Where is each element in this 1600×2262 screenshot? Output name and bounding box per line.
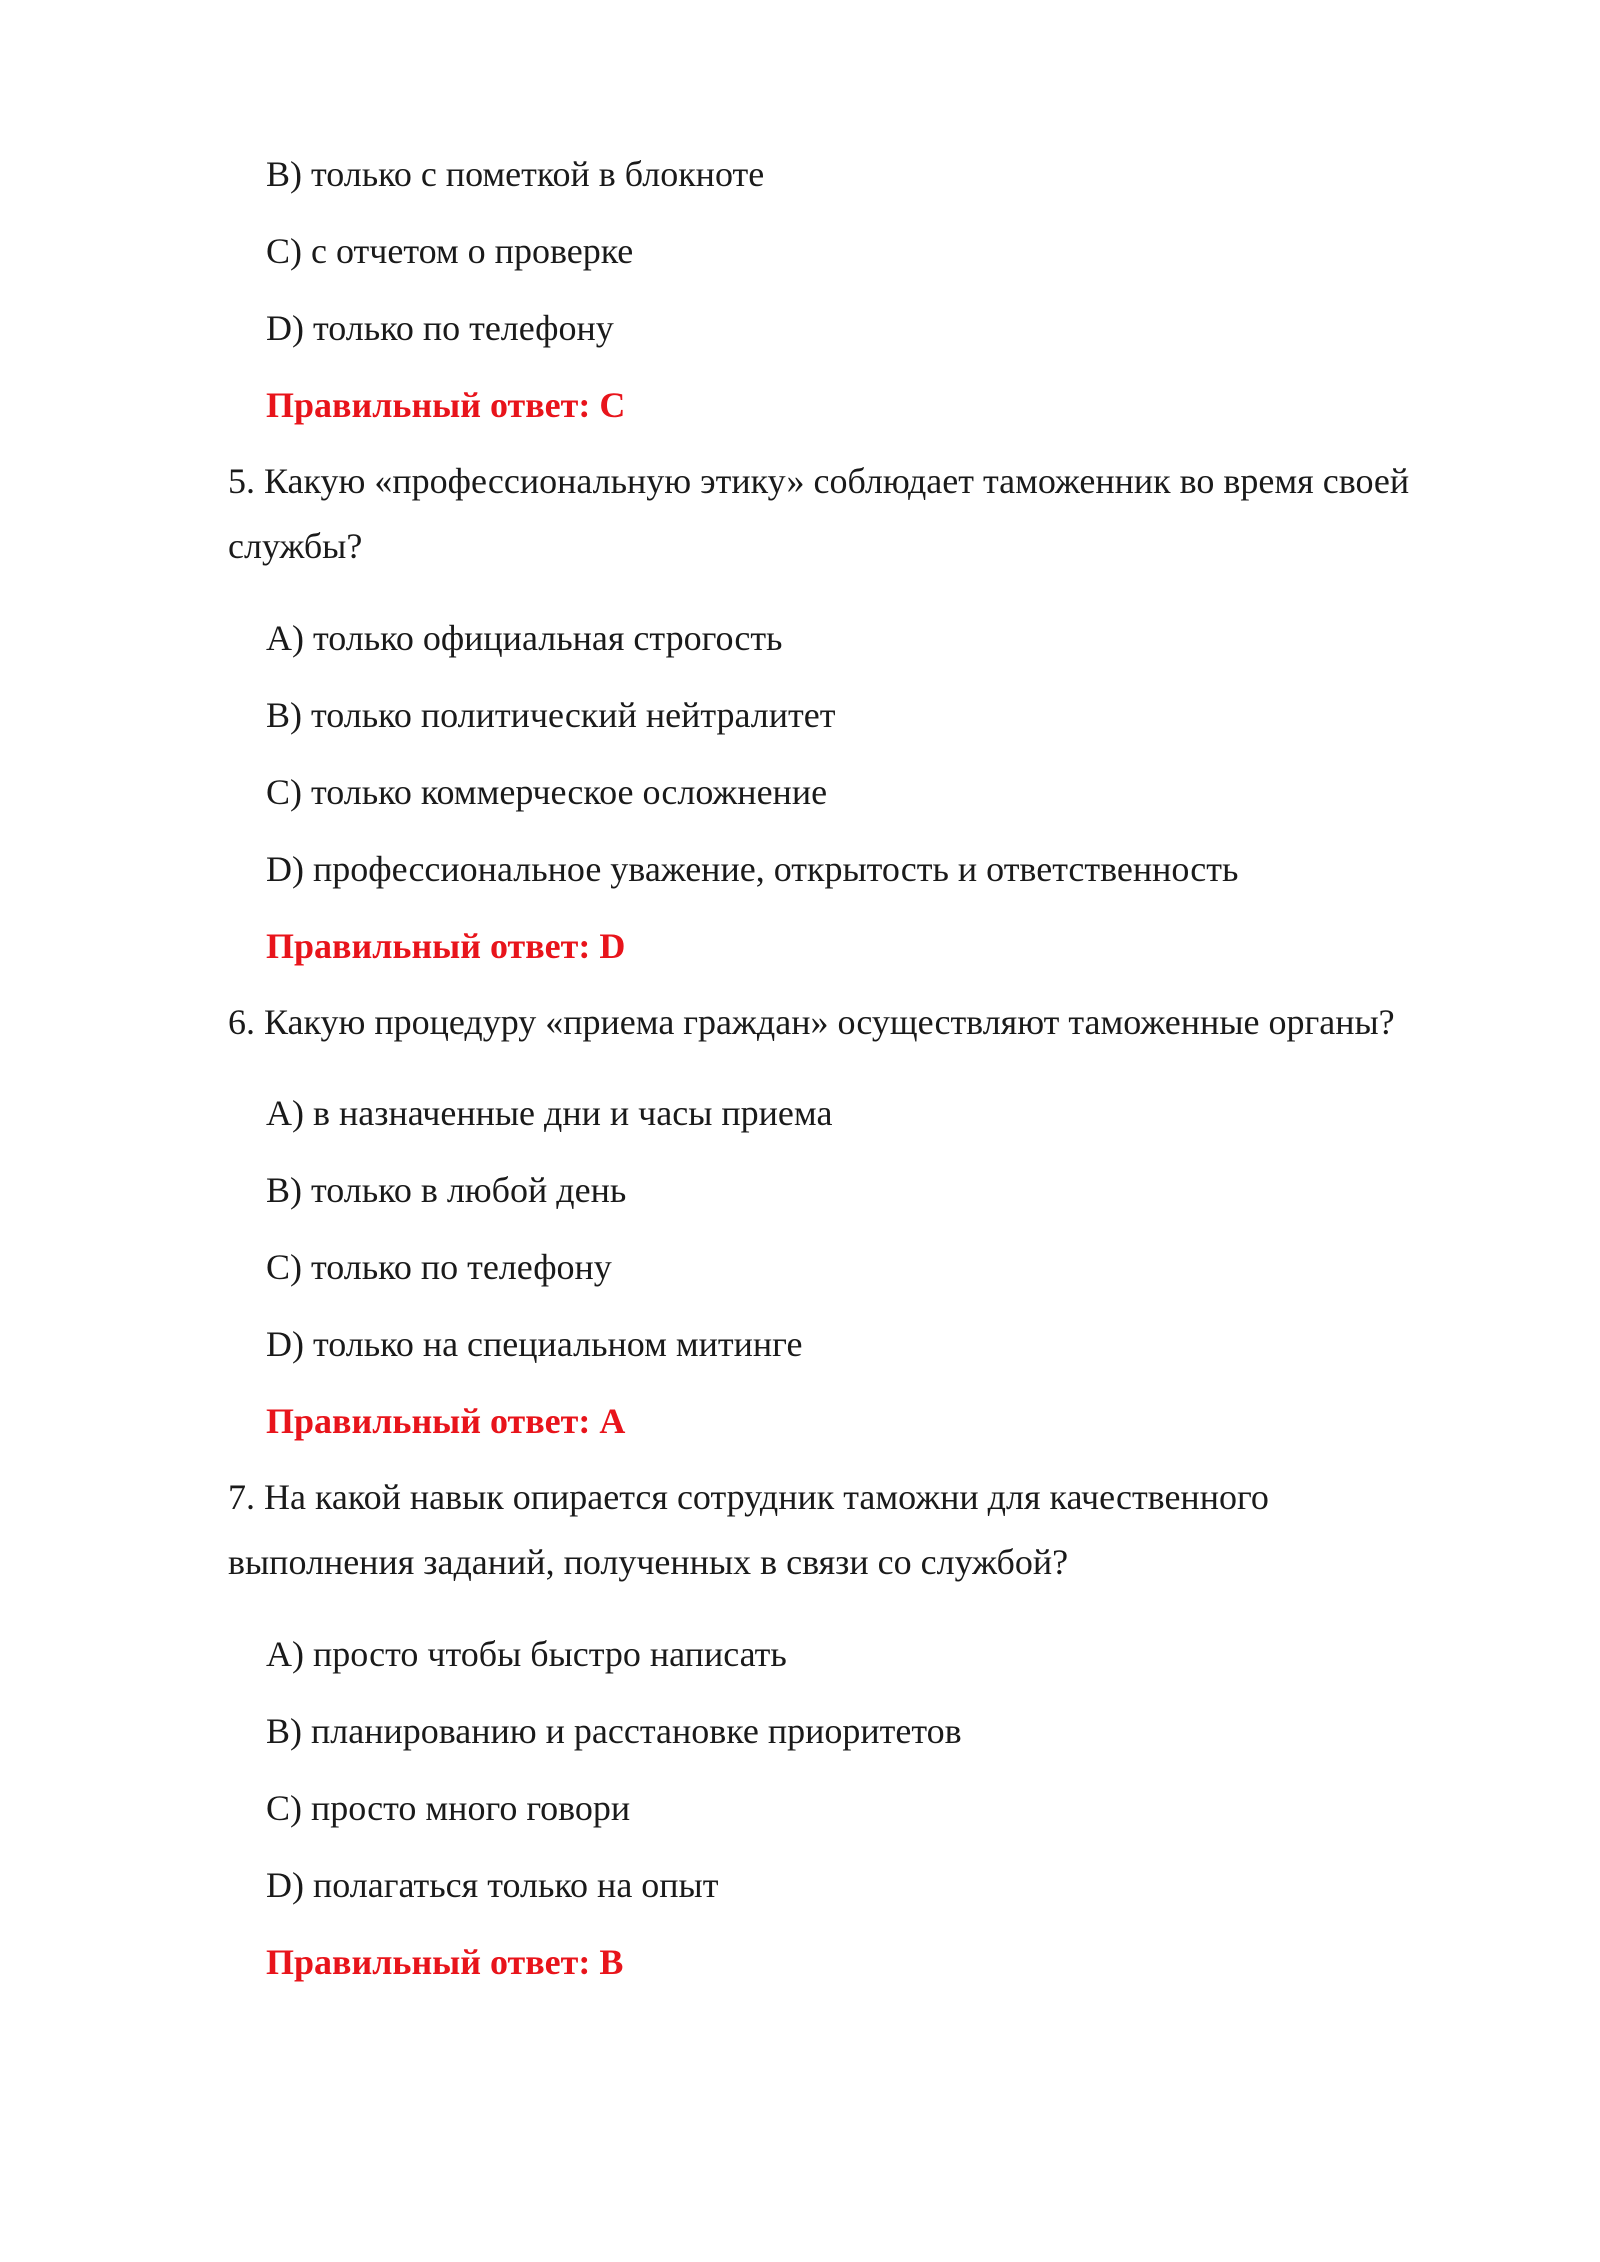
- q6-correct-answer: Правильный ответ: A: [266, 1401, 626, 1441]
- q5-question-line-2: службы?: [228, 526, 363, 566]
- q7-option-a: A) просто чтобы быстро написать: [266, 1634, 787, 1674]
- q4-option-d: D) только по телефону: [266, 308, 614, 348]
- q6-option-b: B) только в любой день: [266, 1170, 627, 1210]
- q6-option-a: A) в назначенные дни и часы приема: [266, 1093, 833, 1133]
- q5-option-d: D) профессиональное уважение, открытость и ответственность: [266, 849, 1239, 889]
- q5-option-b: B) только политический нейтралитет: [266, 695, 836, 735]
- q5-option-a: A) только официальная строгость: [266, 618, 783, 658]
- q6-option-c: C) только по телефону: [266, 1247, 612, 1287]
- q7-question-line-2: выполнения заданий, полученных в связи со службой?: [228, 1542, 1069, 1582]
- q7-option-b: B) планированию и расстановке приоритетов: [266, 1711, 962, 1751]
- q7-option-d: D) полагаться только на опыт: [266, 1865, 719, 1905]
- q6-question-line-1: 6. Какую процедуру «приема граждан» осуществляют таможенные органы?: [228, 1002, 1395, 1042]
- q6-option-d: D) только на специальном митинге: [266, 1324, 803, 1364]
- q5-correct-answer: Правильный ответ: D: [266, 926, 626, 966]
- q7-option-c: C) просто много говори: [266, 1788, 631, 1828]
- q7-correct-answer: Правильный ответ: B: [266, 1942, 624, 1982]
- q4-option-c: C) с отчетом о проверке: [266, 231, 634, 271]
- q7-question-line-1: 7. На какой навык опирается сотрудник таможни для качественного: [228, 1477, 1269, 1517]
- q5-question-line-1: 5. Какую «профессиональную этику» соблюдает таможенник во время своей: [228, 461, 1410, 501]
- q5-option-c: C) только коммерческое осложнение: [266, 772, 828, 812]
- q4-correct-answer: Правильный ответ: C: [266, 385, 626, 425]
- q4-option-b: B) только с пометкой в блокноте: [266, 154, 765, 194]
